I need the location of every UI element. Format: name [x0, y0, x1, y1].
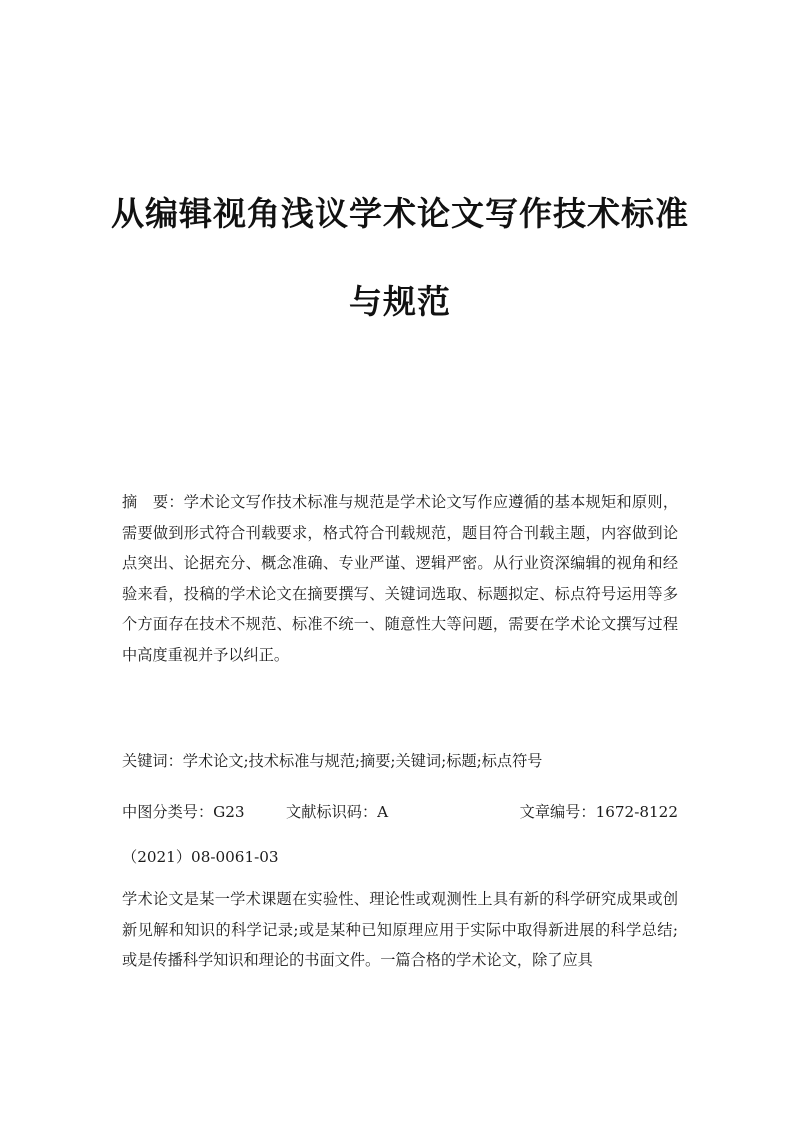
article-number: 文章编号：1672-8122 [519, 803, 678, 821]
classification-row [122, 797, 678, 827]
keywords-line: 关键词：学术论文;技术标准与规范;摘要;关键词;标题;标点符号 [122, 752, 543, 770]
clc-number: 中图分类号：G23 [122, 803, 245, 821]
issue-number: （2021）08-0061-03 [122, 848, 279, 866]
abstract-paragraph: 摘 要：学术论文写作技术标准与规范是学术论文写作应遵循的基本规矩和原则，需要做到形式符合刊载要求，格式符合刊载规范，题目符合刊载主题，内容做到论点突出、论据充分、概念准确、专业严谨、逻辑严密。从行业资深编辑的视角和经验来看，投稿的学术论文在摘要撰写、关键词选取、标题拟定、标点符号运用等多个方面存在技术不规范、标准不统一、随意性大等问题，需要在学术论文撰写过程中高度重视并予以纠正。 [122, 493, 678, 664]
paper-title-line-2: 与规范 [349, 282, 451, 321]
body-paragraph: 学术论文是某一学术课题在实验性、理论性或观测性上具有新的科学研究成果或创新见解和知识的科学记录;或是某种已知原理应用于实际中取得新进展的科学总结;或是传播科学知识和理论的书面文件。一篇合格的学术论文，除了应具 [122, 890, 678, 969]
document-code: 文献标识码：A [286, 803, 389, 821]
paper-title-line-1: 从编辑视角浅议学术论文写作技术标准 [111, 194, 689, 233]
